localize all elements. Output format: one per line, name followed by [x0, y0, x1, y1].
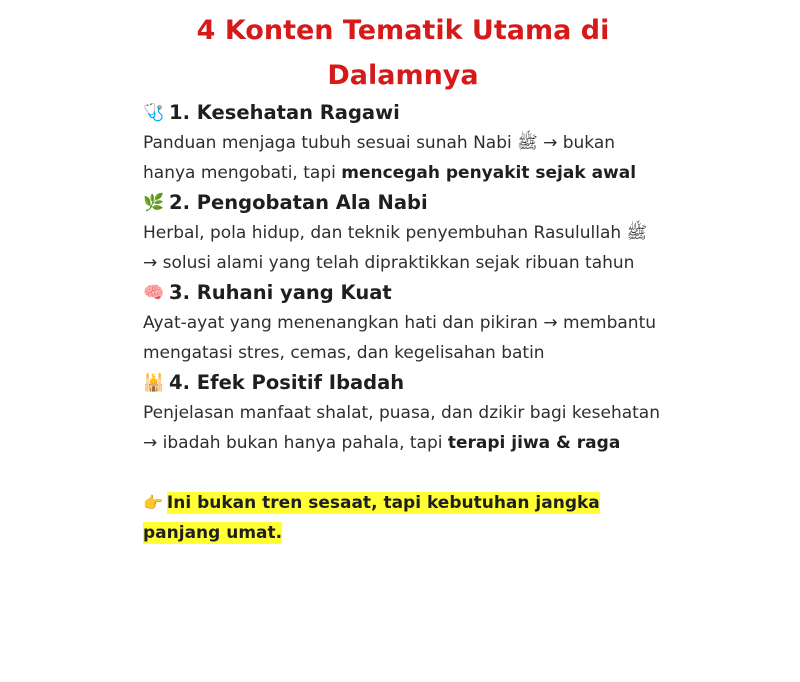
- call-to-action: [143, 488, 663, 548]
- section-body: [143, 308, 663, 368]
- page-title: 4 Konten Tematik Utama di Dalamnya: [196, 15, 610, 91]
- section-2: [143, 188, 663, 278]
- section-4: [143, 368, 663, 458]
- section-heading-text: 2. Pengobatan Ala Nabi: [169, 191, 428, 214]
- section-body-bold: terapi jiwa & raga: [447, 433, 621, 453]
- section-body: [143, 218, 663, 278]
- section-heading: [143, 98, 663, 128]
- brain-icon: 🧠: [143, 283, 165, 303]
- section-body-text: Ayat-ayat yang menenangkan hati dan pikiran → membantu mengatasi stres, cemas, dan kegelisahan batin: [143, 313, 657, 363]
- section-body: [143, 398, 663, 458]
- stethoscope-icon: 🩺: [143, 103, 165, 123]
- section-body: [143, 128, 663, 188]
- section-1: [143, 98, 663, 188]
- pointing-hand-icon: 👉: [143, 493, 163, 512]
- section-body-bold: mencegah penyakit sejak awal: [341, 163, 637, 183]
- section-body-text: Panduan menjaga tubuh sesuai sunah Nabi ﷺ → bukan hanya mengobati, tapi: [143, 133, 616, 183]
- herb-icon: 🌿: [143, 193, 165, 213]
- spacer: [143, 458, 663, 488]
- section-heading-text: 3. Ruhani yang Kuat: [169, 281, 392, 304]
- section-3: [143, 278, 663, 368]
- section-heading-text: 1. Kesehatan Ragawi: [169, 101, 400, 124]
- section-heading-text: 4. Efek Positif Ibadah: [169, 371, 405, 394]
- mosque-icon: 🕌: [143, 373, 165, 393]
- section-heading: [143, 188, 663, 218]
- section-heading: [143, 368, 663, 398]
- section-heading: [143, 278, 663, 308]
- section-body-text: Penjelasan manfaat shalat, puasa, dan dzikir bagi kesehatan → ibadah bukan hanya pahala, tapi: [143, 403, 660, 453]
- section-body-text: Herbal, pola hidup, dan teknik penyembuhan Rasulullah ﷺ → solusi alami yang telah dipraktikkan sejak ribuan tahun: [143, 223, 648, 273]
- highlighted-text: Ini bukan tren sesaat, tapi kebutuhan jangka panjang umat.: [143, 493, 600, 543]
- article-content: [143, 8, 663, 548]
